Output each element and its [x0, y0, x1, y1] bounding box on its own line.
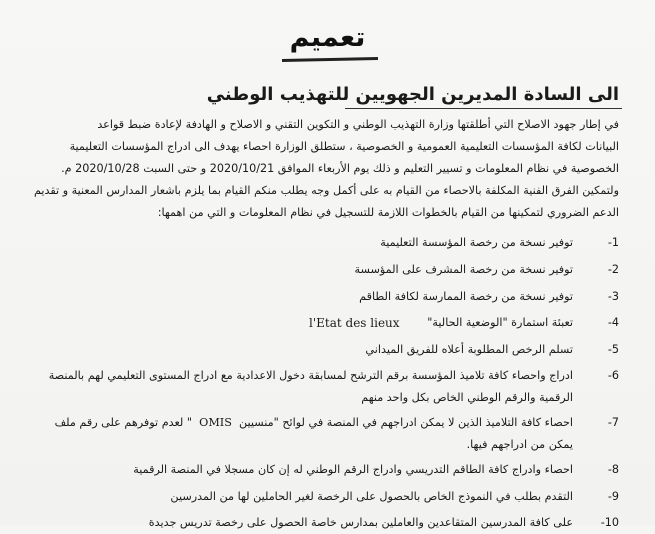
list-item [7, 365, 619, 409]
list-item [7, 312, 619, 334]
addressee-heading: الى السادة المديرين الجهويين للتهذيب الوطني [206, 84, 619, 105]
item-text-continued: الرقمية والرقم الوطني الخاص بكل واحد منهم [361, 391, 573, 404]
item-number: -8 [607, 463, 619, 476]
intro-line: في إطار جهود الاصلاح التي أطلقتها وزارة التهذيب الوطني و التكوين التقني و الاصلاح و الهادفة لإعادة ضبط قواعد [97, 118, 619, 131]
item-number: -10 [600, 516, 619, 529]
item-text: ادراج واحصاء كافة تلاميذ المؤسسة برقم الترشح لمسابقة دخول الاعدادية مع ادراج المستوى التعليمي لهم بالمنصة [48, 369, 573, 382]
item-number: -3 [607, 290, 619, 303]
item-number: -9 [607, 490, 619, 503]
title-underline [282, 57, 378, 62]
item-text-part: احصاء كافة التلاميذ الذين لا يمكن ادراجهم في المنصة في لوائح "منسيين [239, 416, 573, 429]
item-text: تسلم الرخص المطلوبة أعلاه للفريق الميداني [365, 343, 573, 356]
item-number: -6 [607, 369, 619, 382]
item-text-part: " لعدم توفرهم على رقم ملف [54, 416, 193, 429]
item-text [7, 412, 573, 434]
list-item [7, 286, 619, 308]
list-item [7, 232, 619, 254]
item-number: -1 [607, 236, 619, 249]
omis-term: OMIS [199, 416, 232, 429]
list-item [7, 412, 619, 456]
intro-paragraph [7, 114, 619, 224]
list-item [7, 486, 619, 508]
list-item [7, 459, 619, 481]
intro-line: الخصوصية في نظام المعلومات و تسيير التعليم و ذلك يوم الأربعاء الموافق 2020/10/21 و حتى السبت 2020/10/28 م. [61, 162, 619, 175]
item-number: -7 [607, 416, 619, 429]
french-term: l'Etat des lieux [309, 316, 400, 330]
item-text: احصاء وادراج كافة الطاقم التدريسي وادراج الرقم الوطني له إن كان مسجلا في المنصة الرقمية [133, 463, 573, 476]
item-text: التقدم بطلب في النموذج الخاص بالحصول على الرخصة لغير الحاملين لها من المدرسين [170, 490, 573, 503]
intro-line: ولتمكين الفرق الفنية المكلفة بالاحصاء من القيام به على أكمل وجه يطلب منكم القيام بما يلزم باشعار المدارس المعنية و تقديم [33, 184, 619, 197]
item-number: -2 [607, 263, 619, 276]
item-text: توفير نسخة من رخصة المشرف على المؤسسة [354, 263, 573, 276]
item-number: -4 [607, 316, 619, 329]
addressee-underline [345, 108, 622, 109]
item-text-continued: يمكن من ادراجهم فيها. [466, 438, 573, 451]
item-text: على كافة المدرسين المتقاعدين والعاملين بمدارس خاصة الحصول على رخصة تدريس جديدة [148, 516, 573, 529]
item-text: توفير نسخة من رخصة المؤسسة التعليمية [380, 236, 573, 249]
intro-line: البيانات لكافة المؤسسات التعليمية العمومية و الخصوصية ، ستطلق الوزارة احصاء يهدف الى ادراج المؤسسات التعليمية [69, 140, 619, 153]
list-item [7, 512, 619, 534]
item-number: -5 [607, 343, 619, 356]
document-title: تعميم [289, 22, 366, 53]
list-item [7, 259, 619, 281]
item-text: تعبئة استمارة "الوضعية الحالية" [427, 316, 573, 329]
list-item [7, 339, 619, 361]
intro-line: الدعم الضروري لتمكينها من القيام بالخطوات اللازمة للتسجيل في نظام المعلومات و التي من اهمها: [157, 206, 619, 219]
item-text: توفير نسخة من رخصة الممارسة لكافة الطاقم [359, 290, 573, 303]
